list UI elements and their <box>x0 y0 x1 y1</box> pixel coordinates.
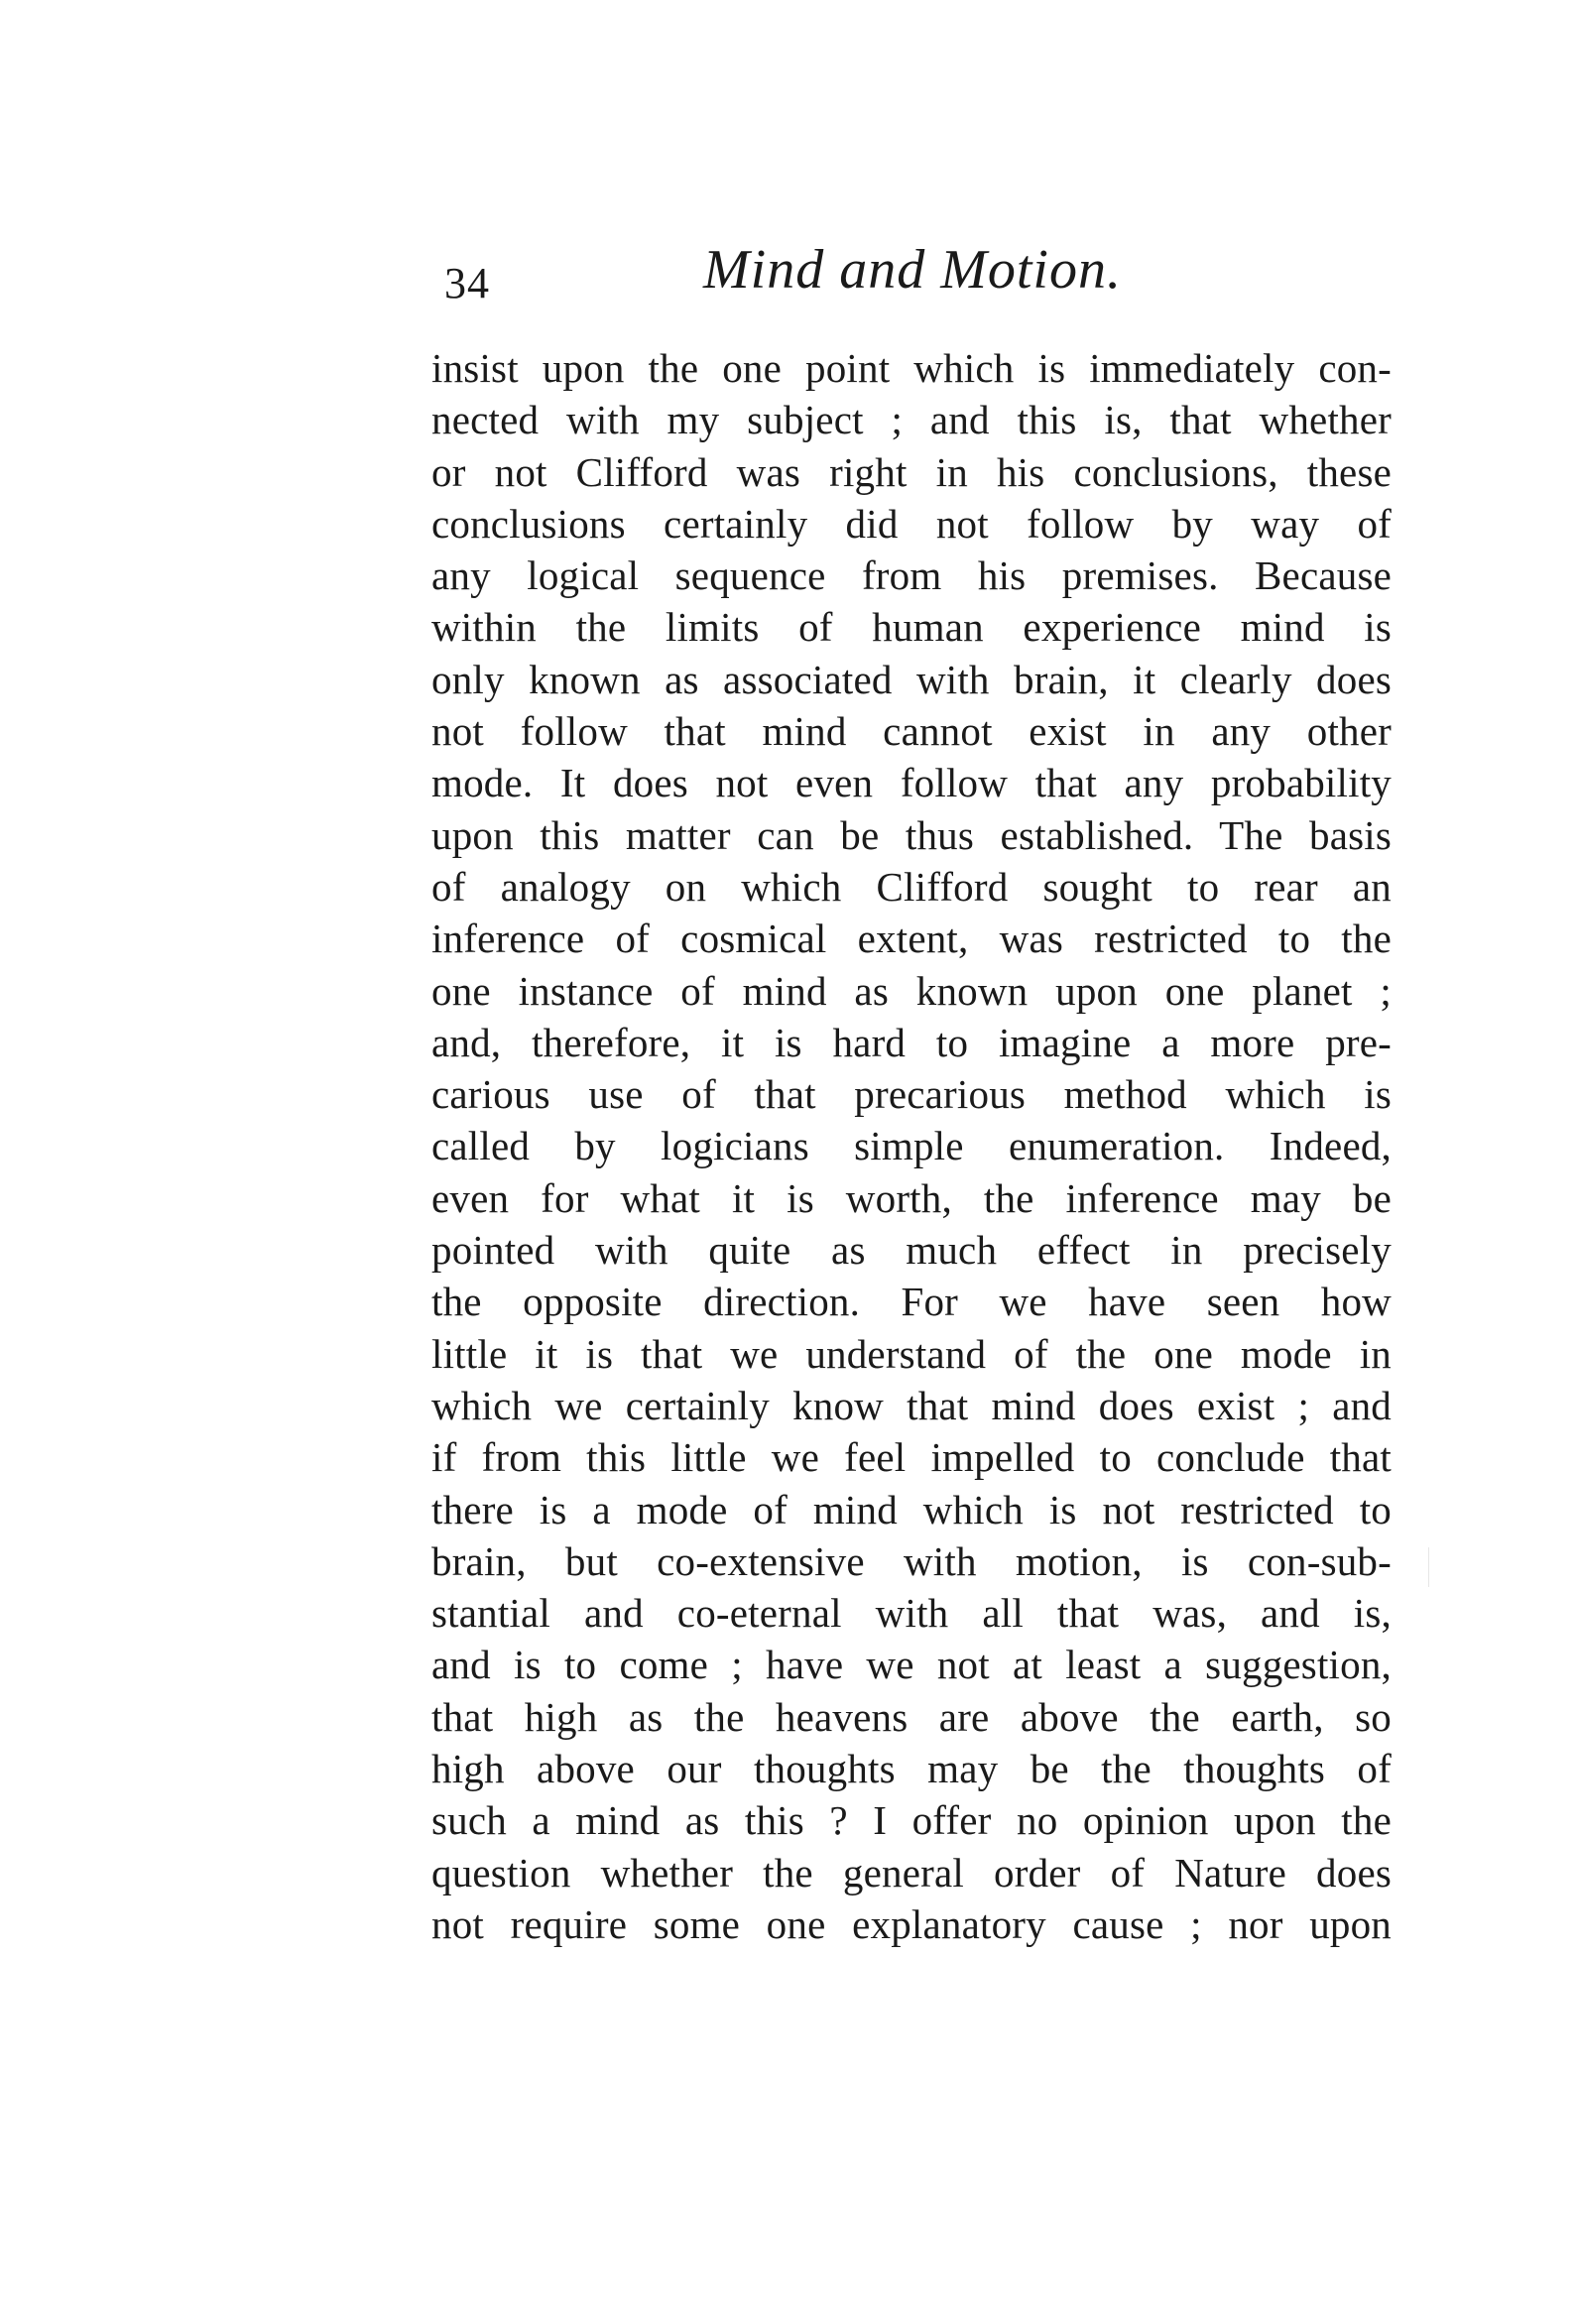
text-line: and is to come ; have we not at least a suggestion, <box>431 1642 1392 1688</box>
text-line: that high as the heavens are above the earth, so <box>431 1693 1392 1740</box>
scan-edge-mark <box>1428 1547 1429 1587</box>
text-line: little it is that we understand of the one mode in <box>431 1330 1392 1377</box>
text-line: there is a mode of mind which is not restricted to <box>431 1486 1392 1532</box>
text-line: of analogy on which Clifford sought to rear an <box>431 863 1392 910</box>
text-line: conclusions certainly did not follow by way of <box>431 500 1392 547</box>
text-line: one instance of mind as known upon one planet ; <box>431 967 1392 1014</box>
text-line: not follow that mind cannot exist in any other <box>431 708 1392 755</box>
text-line: inference of cosmical extent, was restricted to the <box>431 916 1392 962</box>
body-text <box>431 342 1392 1950</box>
text-line: not require some one explanatory cause ; nor upon <box>431 1900 1392 1947</box>
text-line: insist upon the one point which is immediately con- <box>431 345 1392 391</box>
text-line: even for what it is worth, the inference may be <box>431 1174 1392 1221</box>
text-line: which we certainly know that mind does exist ; and <box>431 1382 1392 1428</box>
text-line: within the limits of human experience mind is <box>431 604 1392 651</box>
page-number: 34 <box>444 259 490 307</box>
text-line: question whether the general order of Nature does <box>431 1849 1392 1896</box>
text-line: high above our thoughts may be the thoughts of <box>431 1746 1392 1792</box>
text-line: such a mind as this ? I offer no opinion upon the <box>431 1797 1392 1844</box>
text-line: nected with my subject ; and this is, that whether <box>431 397 1392 443</box>
text-line: pointed with quite as much effect in precisely <box>431 1227 1392 1274</box>
text-line: upon this matter can be thus established. The basis <box>431 811 1392 858</box>
text-line: and, therefore, it is hard to imagine a more pre- <box>431 1019 1392 1065</box>
text-line: or not Clifford was right in his conclusions, these <box>431 448 1392 495</box>
text-line: mode. It does not even follow that any probability <box>431 760 1392 806</box>
text-line: carious use of that precarious method which is <box>431 1071 1392 1118</box>
text-line: any logical sequence from his premises. Because <box>431 552 1392 599</box>
text-line: the opposite direction. For we have seen how <box>431 1279 1392 1325</box>
text-line: if from this little we feel impelled to conclude that <box>431 1434 1392 1481</box>
running-title: Mind and Motion. <box>703 239 1122 301</box>
text-line: stantial and co-eternal with all that was, and is, <box>431 1590 1392 1637</box>
text-line: brain, but co-extensive with motion, is con-sub- <box>431 1537 1392 1584</box>
text-line: called by logicians simple enumeration. Indeed, <box>431 1123 1392 1169</box>
running-head <box>436 238 1389 327</box>
text-line: only known as associated with brain, it clearly does <box>431 656 1392 702</box>
